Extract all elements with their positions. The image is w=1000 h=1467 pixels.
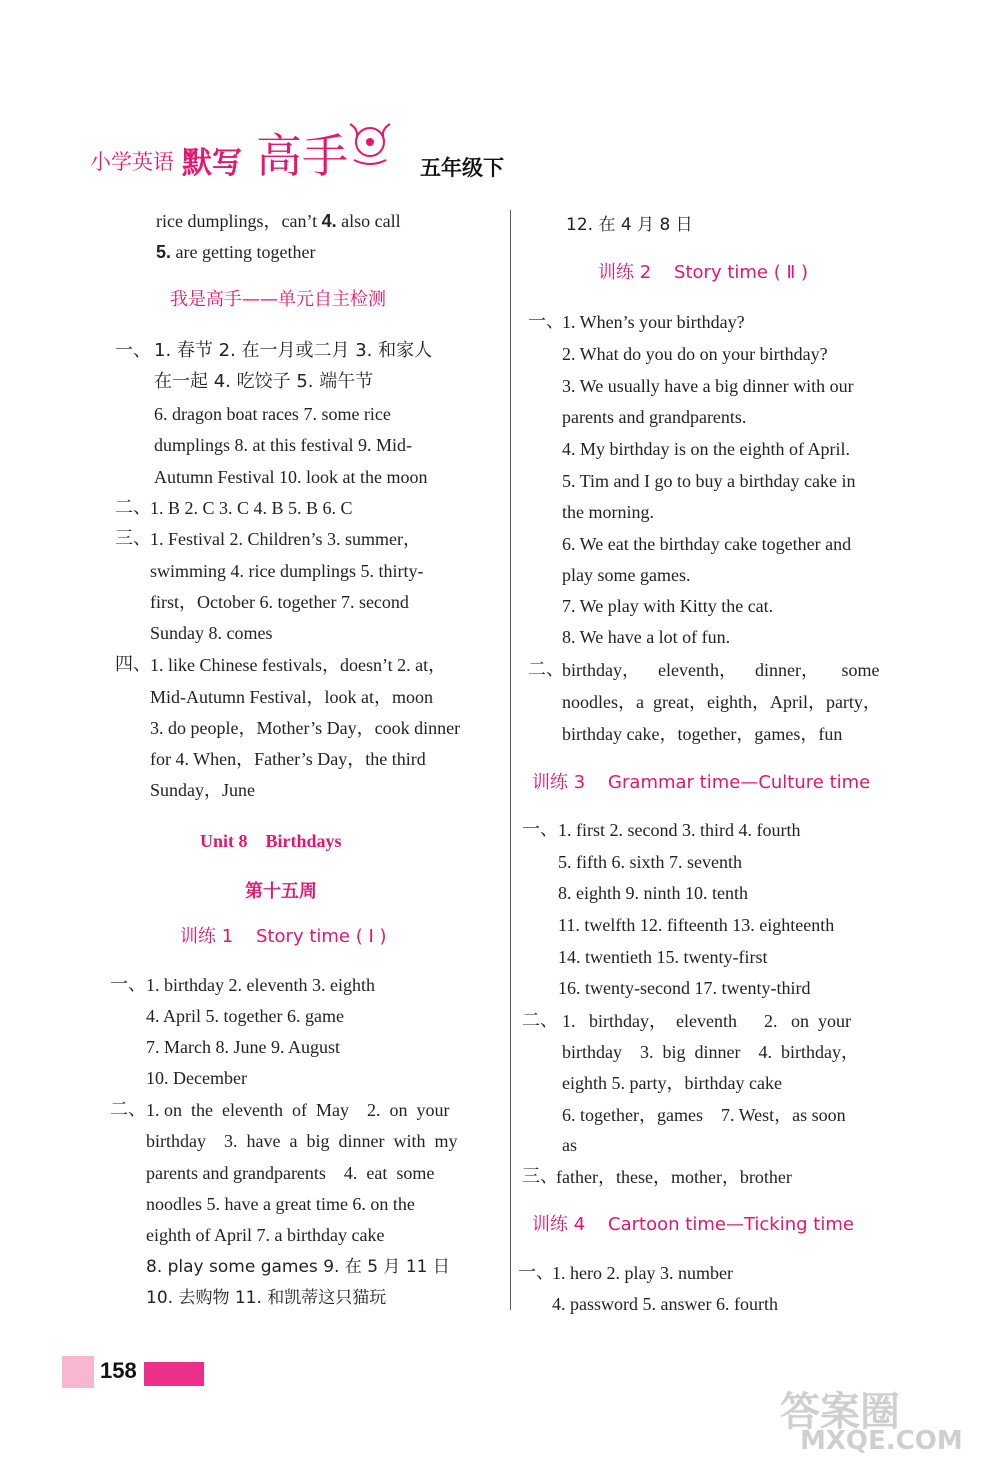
answer-line: 5. fifth 6. sixth 7. seventh — [558, 852, 742, 872]
answer-line: 1. birthday， eleventh 2. on your — [562, 1011, 851, 1031]
answer-line: parents and grandparents 4. eat some — [146, 1163, 435, 1183]
section-marker: 一、 — [528, 311, 564, 332]
answer-line: 7. We play with Kitty the cat. — [562, 596, 774, 616]
answer-line: noodles，a great，eighth，April，party， — [562, 692, 881, 712]
answer-line: 1. B 2. C 3. C 4. B 5. B 6. C — [150, 498, 353, 518]
answer-line: the morning. — [562, 502, 654, 522]
answer-line: dumplings 8. at this festival 9. Mid- — [154, 435, 412, 455]
answer-line: 4. April 5. together 6. game — [146, 1006, 344, 1026]
answer-line: 6. together，games 7. West，as soon — [562, 1105, 846, 1125]
answer-line: father，these，mother，brother — [556, 1167, 792, 1187]
answer-line: 6. dragon boat races 7. some rice — [154, 404, 391, 424]
lesson-title: 训练 4 Cartoon time—Ticking time — [532, 1214, 854, 1235]
answer-line: 1. hero 2. play 3. number — [552, 1263, 733, 1283]
answer-line: 1. 春节 2. 在一月或二月 3. 和家人 — [154, 340, 433, 361]
week-title: 第十五周 — [245, 881, 317, 902]
answer-line: 3. We usually have a big dinner with our — [562, 376, 854, 396]
answer-line: Autumn Festival 10. look at the moon — [154, 467, 428, 487]
series-title-large: 高手 — [256, 129, 348, 183]
answer-line: 1. like Chinese festivals，doesn’t 2. at， — [150, 655, 447, 675]
answer-line: 1. birthday 2. eleventh 3. eighth — [146, 975, 375, 995]
section-marker: 四、 — [115, 654, 151, 675]
answer-line: 12. 在 4 月 8 日 — [566, 215, 693, 235]
section-marker: 二、 — [110, 1099, 146, 1120]
answer-line: 1. When’s your birthday? — [562, 312, 745, 332]
answer-line: 16. twenty-second 17. twenty-third — [558, 978, 811, 998]
answer-line: 8. We have a lot of fun. — [562, 627, 731, 647]
answer-line: 5. Tim and I go to buy a birthday cake in — [562, 471, 856, 491]
answer-line: 2. What do you do on your birthday? — [562, 344, 828, 364]
answer-line: 8. eighth 9. ninth 10. tenth — [558, 883, 748, 903]
answer-line: birthday cake，together，games，fun — [562, 724, 843, 744]
section-marker: 二、 — [115, 497, 151, 518]
answer-line: 在一起 4. 吃饺子 5. 端午节 — [154, 371, 374, 392]
section-marker: 一、 — [110, 974, 146, 995]
answer-line: Sunday，June — [150, 780, 255, 800]
footer-bar — [144, 1362, 204, 1386]
answer-line: 8. play some games 9. 在 5 月 11 日 — [146, 1257, 450, 1277]
answer-line: eighth of April 7. a birthday cake — [146, 1225, 385, 1245]
answer-line: 1. on the eleventh of May 2. on your — [146, 1100, 450, 1120]
section-marker: 二、 — [528, 659, 564, 680]
answer-line: birthday 3. big dinner 4. birthday， — [562, 1042, 859, 1062]
answer-line: play some games. — [562, 565, 691, 585]
answer-line: 4. password 5. answer 6. fourth — [552, 1294, 778, 1314]
answer-line: Mid-Autumn Festival，look at，moon — [150, 687, 433, 707]
series-title-big: 默写 — [182, 146, 242, 181]
answer-line: 3. do people，Mother’s Day，cook dinner — [150, 718, 461, 738]
section-marker: 一、 — [115, 340, 151, 361]
answer-line: birthday 3. have a big dinner with my — [146, 1131, 458, 1151]
answer-line: 7. March 8. June 9. August — [146, 1037, 340, 1057]
answer-line: 5. are getting together — [156, 242, 316, 262]
watermark — [760, 1380, 990, 1460]
answer-line: swimming 4. rice dumplings 5. thirty- — [150, 561, 424, 581]
answer-line: 10. 去购物 11. 和凯蒂这只猫玩 — [146, 1288, 387, 1308]
unit-title: Unit 8 Birthdays — [200, 831, 342, 851]
footer-decoration — [62, 1356, 94, 1388]
page-number: 158 — [100, 1358, 137, 1383]
page-footer — [62, 1356, 212, 1388]
answer-line: Sunday 8. comes — [150, 623, 273, 643]
watermark-url: MXQE.COM — [800, 1426, 963, 1456]
answer-line: 14. twentieth 15. twenty-first — [558, 947, 768, 967]
answer-line: eighth 5. party，birthday cake — [562, 1073, 782, 1093]
answer-line: 6. We eat the birthday cake together and — [562, 534, 852, 554]
series-title-small: 小学英语 — [90, 150, 174, 174]
section-marker: 三、 — [115, 528, 151, 549]
answer-line: as — [562, 1135, 577, 1155]
lesson-title: 训练 3 Grammar time—Culture time — [532, 772, 871, 793]
section-marker: 一、 — [518, 1262, 554, 1283]
answer-line: 10. December — [146, 1068, 247, 1088]
section-marker: 一、 — [522, 819, 558, 840]
book-header — [90, 112, 530, 182]
answer-line: first，October 6. together 7. second — [150, 592, 409, 612]
grade-label: 五年级下 — [420, 156, 504, 180]
answer-line: parents and grandparents. — [562, 407, 747, 427]
lesson-title: 训练 2 Story time ( Ⅱ ) — [598, 262, 809, 283]
mascot-logo-icon — [340, 112, 400, 172]
answer-line: for 4. When，Father’s Day，the third — [150, 749, 426, 769]
section-marker: 二、 — [522, 1010, 558, 1031]
answer-line: 4. My birthday is on the eighth of April. — [562, 439, 850, 459]
answer-line: 11. twelfth 12. fifteenth 13. eighteenth — [558, 915, 835, 935]
column-divider — [510, 210, 511, 1310]
answer-line: rice dumplings，can’t 4. also call — [156, 211, 401, 231]
section-title: 我是高手——单元自主检测 — [170, 289, 386, 310]
answer-line: 1. Festival 2. Children’s 3. summer， — [150, 529, 421, 549]
section-marker: 三、 — [522, 1166, 558, 1187]
lesson-title: 训练 1 Story time ( Ⅰ ) — [180, 926, 387, 947]
answer-line: birthday， eleventh， dinner， some — [562, 660, 880, 680]
answer-line: noodles 5. have a great time 6. on the — [146, 1194, 415, 1214]
answer-line: 1. first 2. second 3. third 4. fourth — [558, 820, 801, 840]
watermark-logo-text: 答案圈 — [780, 1389, 900, 1435]
